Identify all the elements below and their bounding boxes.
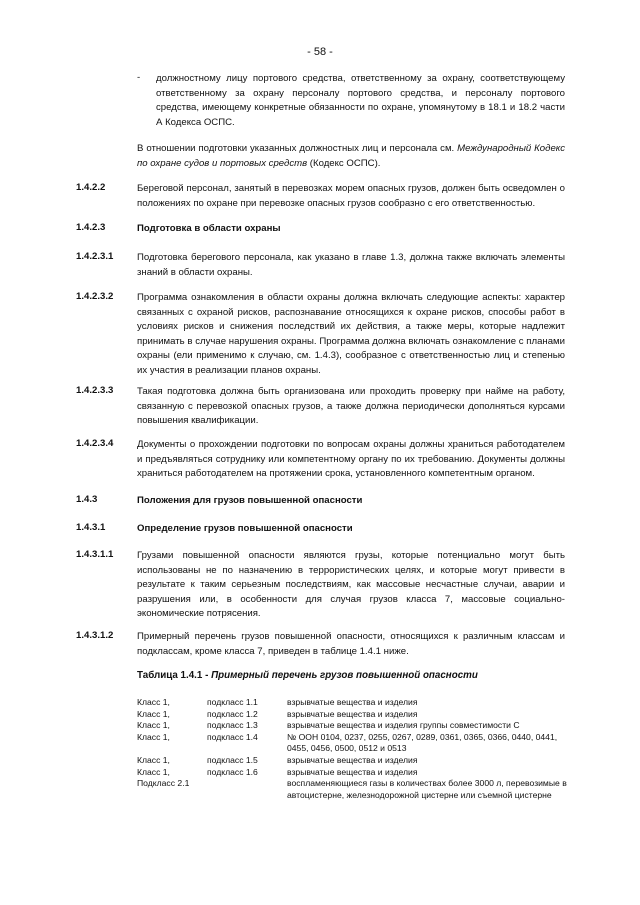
table-body	[137, 697, 567, 801]
section-heading: Определение грузов повышенной опасности	[137, 523, 353, 534]
table-row	[137, 697, 567, 709]
section-text: Документы о прохождении подготовки по вопросам охраны должны храниться работодателем и предъявляться сотруднику или компетентному органу по их требованию. Документы должны храниться работодателем на протяжении срока, установленного компетентным органом.	[137, 439, 565, 479]
table-cell-class: Класс 1,	[137, 720, 170, 731]
section-number: 1.4.3.1	[76, 522, 106, 533]
table-cell-class: Класс 1,	[137, 754, 170, 765]
note-paragraph	[137, 142, 565, 171]
table-cell-subclass: подкласс 1.6	[207, 766, 258, 777]
section-number: 1.4.3	[76, 494, 98, 505]
section-number: 1.4.3.1.2	[76, 630, 114, 641]
table-cell-description: № ООН 0104, 0237, 0255, 0267, 0289, 0361, 0365, 0366, 0440, 0441, 0455, 0456, 0500, 0512 и 0513	[287, 731, 558, 754]
section-text: Примерный перечень грузов повышенной опасности, относящихся к различным классам и подклассам, кроме класса 7, приведен в таблице 1.4.1 ниже.	[137, 631, 565, 657]
table-cell-description: взрывчатые вещества и изделия	[287, 766, 418, 777]
table-cell-subclass: подкласс 1.5	[207, 754, 258, 765]
section-text: Подготовка берегового персонала, как указано в главе 1.3, должна также включать элементы знаний в области охраны.	[137, 252, 565, 278]
section-text: Такая подготовка должна быть организована или проходить проверку при найме на работу, связанную с перевозкой опасных грузов, а также должна периодически дополняться курсами повышения квалификации.	[137, 386, 565, 426]
table-cell-description: воспламеняющиеся газы в количествах более 3000 л, перевозимые в автоцистерне, железнодорожной цистерне или съемной цистерне	[287, 778, 567, 800]
table-title	[137, 670, 478, 681]
note-prefix: В отношении подготовки указанных должностных лиц и персонала см.	[137, 143, 458, 154]
section-number: 1.4.2.3.3	[76, 385, 114, 396]
section-text: Грузами повышенной опасности являются грузы, которые потенциально могут быть использованы не по назначению в террористических целях, и которые могут привести в результате к таким серьезным последствиям, как массовые несчастные случаи, аварии и разрушения или, в особенности для случая грузов класса 7, массовые социально-экономические потрясения.	[137, 550, 565, 619]
table-cell-subclass: подкласс 1.4	[207, 731, 258, 742]
section-number: 1.4.3.1.1	[76, 549, 114, 560]
page-number: - 58 -	[307, 46, 333, 58]
table-cell-description: взрывчатые вещества и изделия	[287, 697, 418, 707]
table-cell-class: Подкласс 2.1	[137, 778, 190, 789]
section-text: Береговой персонал, занятый в перевозках морем опасных грузов, должен быть осведомлен о положениях по охране при перевозке опасных грузов сообразно с его ответственностью.	[137, 183, 565, 209]
table-cell-subclass: подкласс 1.1	[207, 697, 258, 707]
table-cell-description: взрывчатые вещества и изделия	[287, 754, 418, 765]
table-row	[137, 732, 567, 755]
table-title-prefix: Таблица 1.4.1 -	[137, 670, 212, 681]
table-cell-subclass: подкласс 1.2	[207, 708, 258, 719]
section-heading: Подготовка в области охраны	[137, 223, 281, 234]
section-text: Программа ознакомления в области охраны должна включать следующие аспекты: характер связанных с охраной рисков, распознавание относящихся к охране рисков, способы работ в условиях рисков и снижения последствий их действия, а также меры, которые надлежит принимать в случае нарушения охраны. Программа должна включать ознакомление с планами охраны (ели применимо к случаю, см. 1.4.3), сообразное с ответственностью лиц и степенью их участия в реализации планов охраны.	[137, 292, 565, 376]
table-cell-description: взрывчатые вещества и изделия группы совместимости С	[287, 720, 520, 731]
table-cell-class: Класс 1,	[137, 731, 170, 742]
table-row	[137, 778, 567, 801]
section-number: 1.4.2.3.1	[76, 251, 114, 262]
table-cell-class: Класс 1,	[137, 708, 170, 719]
table-row	[137, 709, 567, 721]
note-italic: Международный Кодекс по охране судов и портовых средств	[137, 143, 565, 169]
table-cell-description: взрывчатые вещества и изделия	[287, 708, 418, 719]
table-row	[137, 755, 567, 767]
table-cell-subclass: подкласс 1.3	[207, 720, 258, 731]
table-title-italic: Примерный перечень грузов повышенной опасности	[211, 670, 478, 681]
section-number: 1.4.2.3	[76, 222, 106, 233]
bullet-text: должностному лицу портового средства, ответственному за охрану, соответствующему ответственному за охрану персоналу портового средства, и персоналу портового средства, имеющему конкретные обязанности по охране, упомянутому в 18.1 и 18.2 части А Кодекса ОСПС.	[156, 73, 565, 128]
section-heading: Положения для грузов повышенной опасности	[137, 495, 363, 506]
bullet-dash: -	[137, 72, 141, 83]
section-number: 1.4.2.3.2	[76, 291, 114, 302]
note-suffix: (Кодекс ОСПС).	[307, 157, 381, 169]
section-number: 1.4.2.2	[76, 182, 106, 193]
table-row	[137, 767, 567, 779]
table-row	[137, 720, 567, 732]
section-number: 1.4.2.3.4	[76, 438, 114, 449]
table-cell-class: Класс 1,	[137, 766, 170, 777]
table-cell-class: Класс 1,	[137, 697, 170, 707]
